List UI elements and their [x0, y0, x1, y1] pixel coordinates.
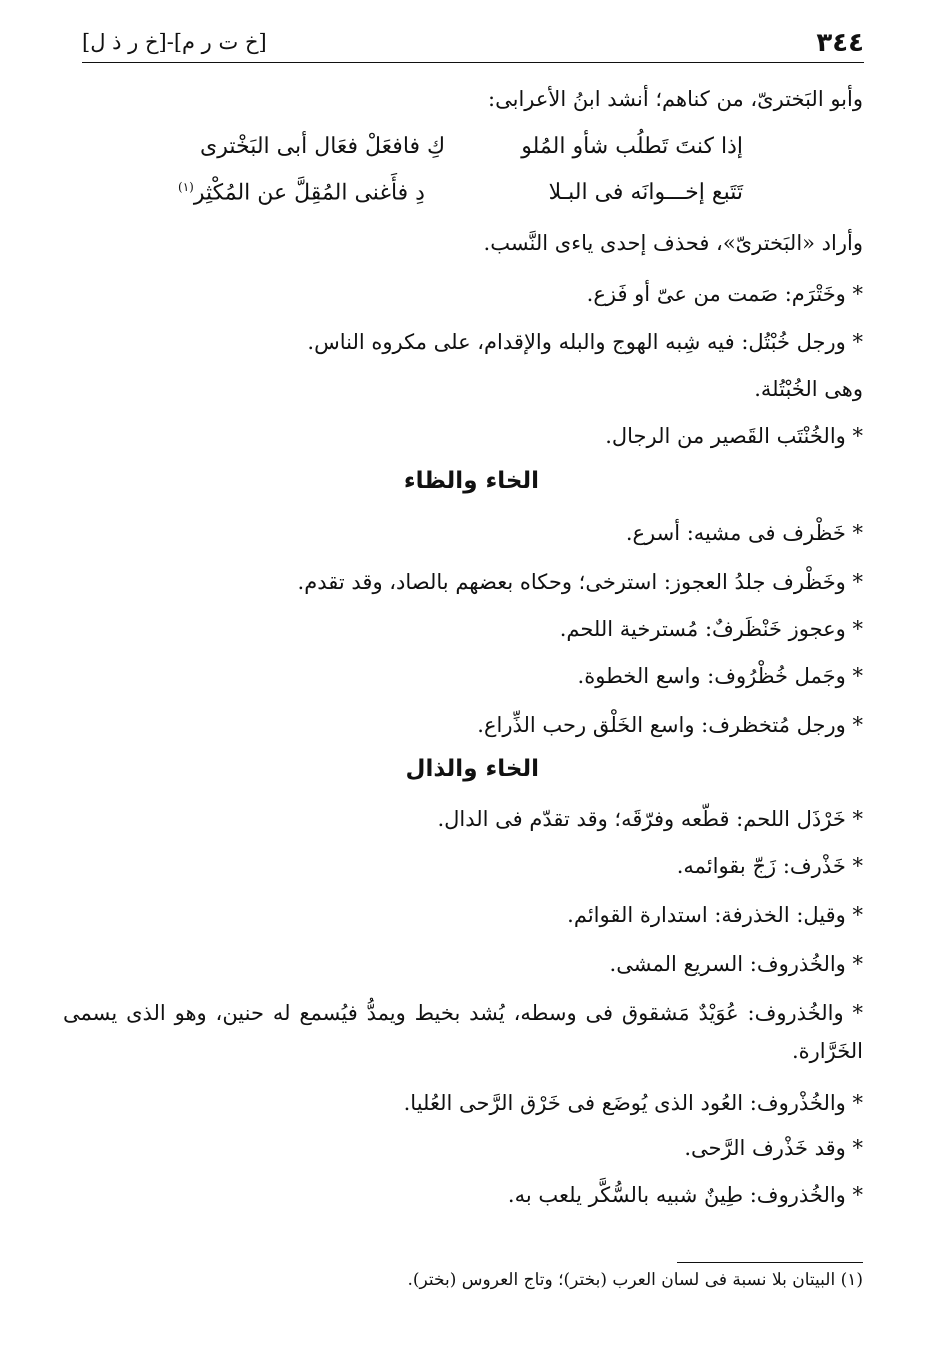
- entry-line: * خَذْرف: زَجّ بقوائمه.: [676, 854, 863, 878]
- verse-hemistich: تَتَبع إخـــوانَه فى البـلا: [548, 180, 743, 205]
- entry-line: * والخُذْروف: العُود الذى يُوضَع فى خَرْق الرَّحى العُليا.: [403, 1091, 863, 1115]
- entry-paragraph: * والخُذروف: عُوَيْدٌ مَشقوق فى وسطه، يُشد بخيط ويمدُّ فيُسمع له حنين، وهو الذى يسمى الخَرَّارة.: [63, 1001, 863, 1063]
- entry-line: * وقد خَذْرف الرَّحى.: [684, 1136, 863, 1160]
- text-line: وأبو البَخترىّ، من كناهم؛ أنشد ابنُ الأعرابى:: [488, 87, 863, 111]
- footnote-divider: [677, 1262, 863, 1263]
- entry-line: * والخُذروف: طِينٌ شبيه بالسُّكَّر يلعب به.: [507, 1183, 863, 1207]
- entry-line: * وخَظْرف جلدُ العجوز: استرخى؛ وحكاه بعضهم بالصاد، وقد تقدم.: [297, 570, 863, 594]
- footnote: (١) البيتان بلا نسبة فى لسان العرب (بختر)؛ وتاج العروس (بختر).: [407, 1270, 863, 1290]
- text-line: وهى الخُبْتُلة.: [754, 377, 863, 401]
- entry-line: * وجَمل خُظْرُوف: واسع الخطوة.: [577, 664, 863, 688]
- verse-hemistich: [178, 180, 425, 205]
- footnote-marker: (١): [178, 180, 194, 194]
- entry-line: * وخَتْرَم: صَمت من عىّ أو فَزع.: [586, 282, 863, 306]
- page-number: ٣٤٤: [816, 28, 864, 58]
- running-header: [82, 22, 864, 63]
- section-heading: الخاء والظاء: [403, 468, 539, 494]
- entry-range: [خ ت ر م]-[خ ر ذ ل]: [82, 30, 267, 54]
- entry-line: * خَرْذَل اللحم: قطّعه وفرّقَه؛ وقد تقدّم فى الدال.: [437, 807, 863, 831]
- verse-hemistich: كِ فافعَلْ فعَال أبى البَخْترى: [200, 134, 446, 159]
- verse-hemistich: إذا كنتَ تَطلُب شأو المُلو: [521, 134, 743, 159]
- entry-line: * والخُنْتَب القَصير من الرجال.: [605, 424, 863, 448]
- section-heading: الخاء والذال: [405, 756, 539, 782]
- entry-line: * وعجوز خَنْظَرفٌ: مُسترخية اللحم.: [559, 617, 863, 641]
- verse-text: دِ فأَغنى المُقِلَّ عن المُكْثِر: [193, 180, 425, 206]
- entry-line: * خَظْرف فى مشيه: أسرع.: [625, 521, 863, 545]
- text-line: وأراد «البَخترىّ»، فحذف إحدى ياءى النَّسب.: [483, 231, 863, 255]
- entry-line: * ورجل خُبْتُل: فيه شِبه الهوج والبله والإقدام، على مكروه الناس.: [307, 330, 863, 354]
- entry-line: * والخُذروف: السريع المشى.: [609, 952, 863, 976]
- entry-line: * وقيل: الخذرفة: استدارة القوائم.: [567, 903, 863, 927]
- entry-line: * ورجل مُتخظرف: واسع الخَلْق رحب الذِّراع.: [477, 713, 863, 737]
